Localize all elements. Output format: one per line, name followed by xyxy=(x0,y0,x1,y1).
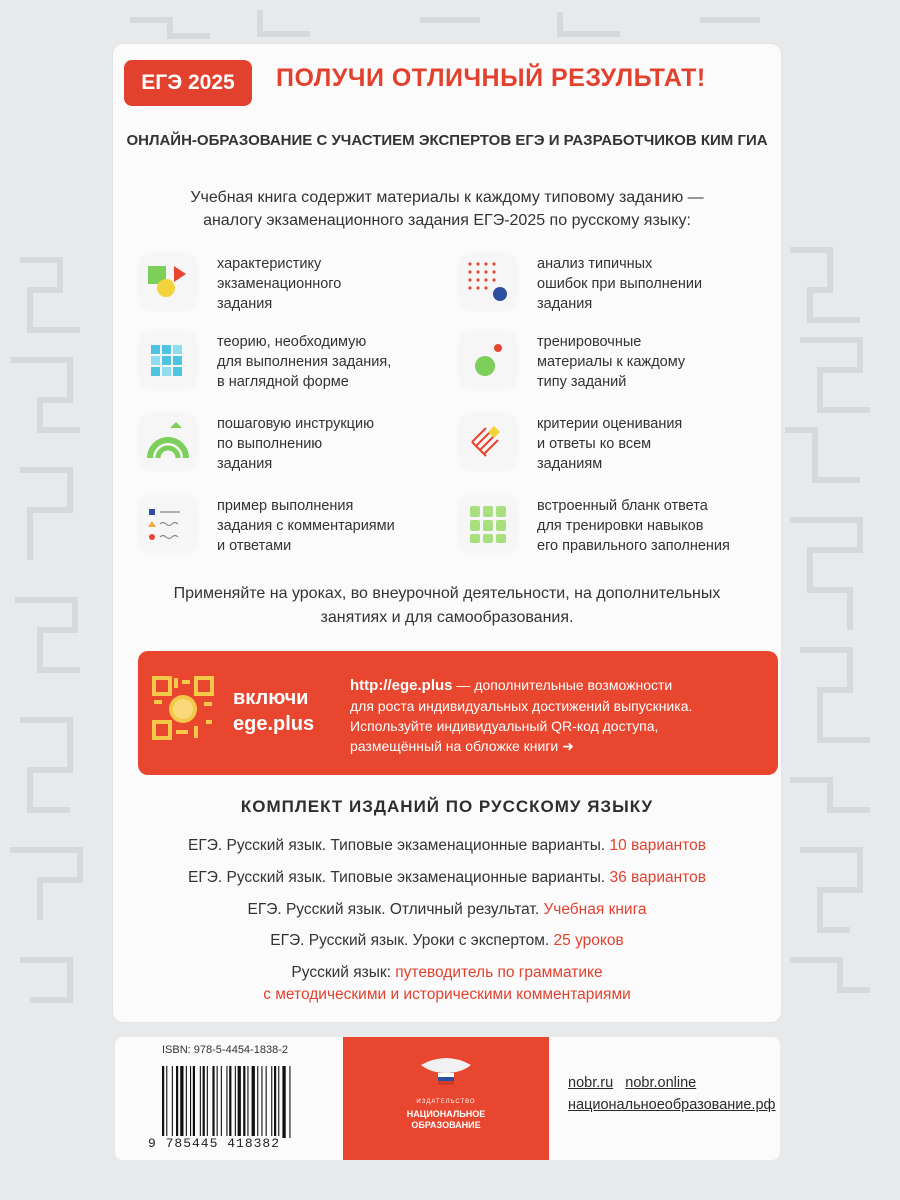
barcode-bar xyxy=(247,1066,248,1138)
barcode-bar xyxy=(221,1066,222,1138)
feature-item xyxy=(140,254,440,324)
link-nationaleducation[interactable]: национальноеобразование.рф xyxy=(568,1097,776,1113)
publisher-small: ИЗДАТЕЛЬСТВО xyxy=(416,1099,476,1105)
slogan: ПОЛУЧИ ОТЛИЧНЫЙ РЕЗУЛЬТАТ! xyxy=(276,64,706,92)
kit-item: ЕГЭ. Русский язык. Типовые экзаменационные варианты. 10 вариантов xyxy=(188,837,706,854)
barcode-digits: 9 785445 418382 xyxy=(148,1136,281,1151)
promo-text xyxy=(350,675,770,756)
feature-text: критерии оценивания xyxy=(537,416,683,432)
barcode-bar xyxy=(180,1066,183,1138)
diamond-icon xyxy=(460,414,516,470)
dots-grid-icon xyxy=(460,254,516,310)
kit-item: ЕГЭ. Русский язык. Уроки с экспертом. 25 уроков xyxy=(270,932,624,949)
barcode-bar xyxy=(166,1066,167,1138)
link-nobr-ru[interactable]: nobr.ru xyxy=(568,1075,614,1091)
promo-text-3: Используйте индивидуальный QR-код доступа, xyxy=(350,718,659,734)
enable-label xyxy=(233,685,314,737)
qr-code-icon xyxy=(152,676,214,740)
list-icon xyxy=(140,496,196,552)
feature-text: по выполнению xyxy=(217,436,323,452)
publisher-name: НАЦИОНАЛЬНОЕ ОБРАЗОВАНИЕ xyxy=(406,1109,486,1130)
feature-text: задания с комментариями xyxy=(217,518,395,534)
barcode-bar xyxy=(235,1066,236,1138)
feature-text: для выполнения задания, xyxy=(217,354,392,370)
feature-item xyxy=(460,254,760,324)
feature-text: анализ типичных xyxy=(537,256,653,272)
feature-text: экзаменационного xyxy=(217,276,342,292)
barcode-bar xyxy=(243,1066,245,1138)
subtitle: ОНЛАЙН-ОБРАЗОВАНИЕ С УЧАСТИЕМ ЭКСПЕРТОВ ЕГЭ И РАЗРАБОТЧИКОВ КИМ ГИА xyxy=(126,132,768,149)
barcode-bar xyxy=(278,1066,279,1138)
barcode-bar xyxy=(190,1066,191,1138)
barcode-bar xyxy=(261,1066,262,1138)
barcode-bar xyxy=(162,1066,164,1138)
barcode-bar xyxy=(274,1066,276,1138)
publisher-links xyxy=(568,1072,775,1116)
intro-text xyxy=(113,186,781,232)
kit-title: КОМПЛЕКТ ИЗДАНИЙ ПО РУССКОМУ ЯЗЫКУ xyxy=(240,797,654,816)
apply-line-1: Применяйте на уроках, во внеурочной деятельности, на дополнительных xyxy=(173,585,721,602)
barcode-bar xyxy=(193,1066,195,1138)
feature-text: в наглядной форме xyxy=(217,374,349,390)
shapes-icon xyxy=(140,254,196,310)
barcode-bar xyxy=(266,1066,267,1138)
barcode-bar xyxy=(203,1066,205,1138)
feature-text: теорию, необходимую xyxy=(217,334,367,350)
link-nobr-online[interactable]: nobr.online xyxy=(625,1075,697,1091)
barcode-bar xyxy=(226,1066,227,1138)
barcode-bar xyxy=(229,1066,231,1138)
isbn-label: ISBN: 978-5-4454-1838-2 xyxy=(162,1044,288,1056)
arcs-icon xyxy=(140,414,196,470)
barcode-bar xyxy=(200,1066,201,1138)
feature-text: пошаговую инструкцию xyxy=(217,416,374,432)
apply-text xyxy=(113,582,781,630)
publisher-block xyxy=(343,1037,549,1160)
promo-text-4: размещённый на обложке книги ➜ xyxy=(350,738,574,754)
barcode-bar xyxy=(289,1066,290,1138)
apply-line-2: занятиях и для самообразования. xyxy=(320,609,574,626)
circles-icon xyxy=(460,332,516,388)
barcode-bar xyxy=(172,1066,173,1138)
barcode-bar xyxy=(257,1066,258,1138)
barcode-bar xyxy=(186,1066,187,1138)
promo-text-2: для роста индивидуальных достижений выпускника. xyxy=(350,698,693,714)
feature-item xyxy=(460,332,760,402)
barcode-bar xyxy=(238,1066,241,1138)
feature-text: задания xyxy=(217,456,273,472)
barcode-bar xyxy=(282,1066,285,1138)
feature-item xyxy=(140,496,440,566)
enable-line-1: включи xyxy=(233,687,309,709)
promo-text-1: — дополнительные возможности xyxy=(452,677,673,693)
feature-text: заданиям xyxy=(537,456,603,472)
feature-text: типу заданий xyxy=(537,374,627,390)
feature-text: его правильного заполнения xyxy=(537,538,730,554)
feature-item xyxy=(140,332,440,402)
feature-text: материалы к каждому xyxy=(537,354,686,370)
eagle-logo-icon xyxy=(343,1037,549,1107)
kit-item: ЕГЭ. Русский язык. Типовые экзаменационные варианты. 36 вариантов xyxy=(188,869,706,886)
barcode-bar xyxy=(252,1066,255,1138)
feature-text: задания xyxy=(537,296,593,312)
intro-line-1: Учебная книга содержит материалы к каждому типовому заданию — xyxy=(190,189,704,206)
barcode-bar xyxy=(271,1066,272,1138)
kit-item: Русский язык: путеводитель по грамматике с методическими и историческими комментариями xyxy=(263,964,631,1003)
barcode-bar xyxy=(212,1066,214,1138)
feature-text: характеристику xyxy=(217,256,322,272)
enable-line-2: ege.plus xyxy=(233,713,315,735)
feature-text: тренировочные xyxy=(537,334,642,350)
tiles-icon xyxy=(140,332,196,388)
feature-item xyxy=(460,496,760,566)
feature-item xyxy=(460,414,760,484)
barcode-bar xyxy=(217,1066,218,1138)
promo-url-link[interactable]: http://ege.plus xyxy=(350,677,453,694)
barcode-bar xyxy=(176,1066,178,1138)
intro-line-2: аналогу экзаменационного задания ЕГЭ-2025 по русскому языку: xyxy=(203,212,691,229)
feature-text: для тренировки навыков xyxy=(537,518,704,534)
kit-item: ЕГЭ. Русский язык. Отличный результат. Учебная книга xyxy=(247,901,647,918)
feature-item xyxy=(140,414,440,484)
feature-text: задания xyxy=(217,296,273,312)
feature-text: встроенный бланк ответа xyxy=(537,498,708,514)
header xyxy=(124,60,764,106)
ege-badge: ЕГЭ 2025 xyxy=(124,60,252,106)
feature-text: и ответами xyxy=(217,538,292,554)
feature-text: ошибок при выполнении xyxy=(537,276,703,292)
promo-banner xyxy=(138,651,778,775)
barcode-bar xyxy=(207,1066,208,1138)
feature-text: и ответы ко всем xyxy=(537,436,652,452)
form-icon xyxy=(460,496,516,552)
feature-text: пример выполнения xyxy=(217,498,354,514)
